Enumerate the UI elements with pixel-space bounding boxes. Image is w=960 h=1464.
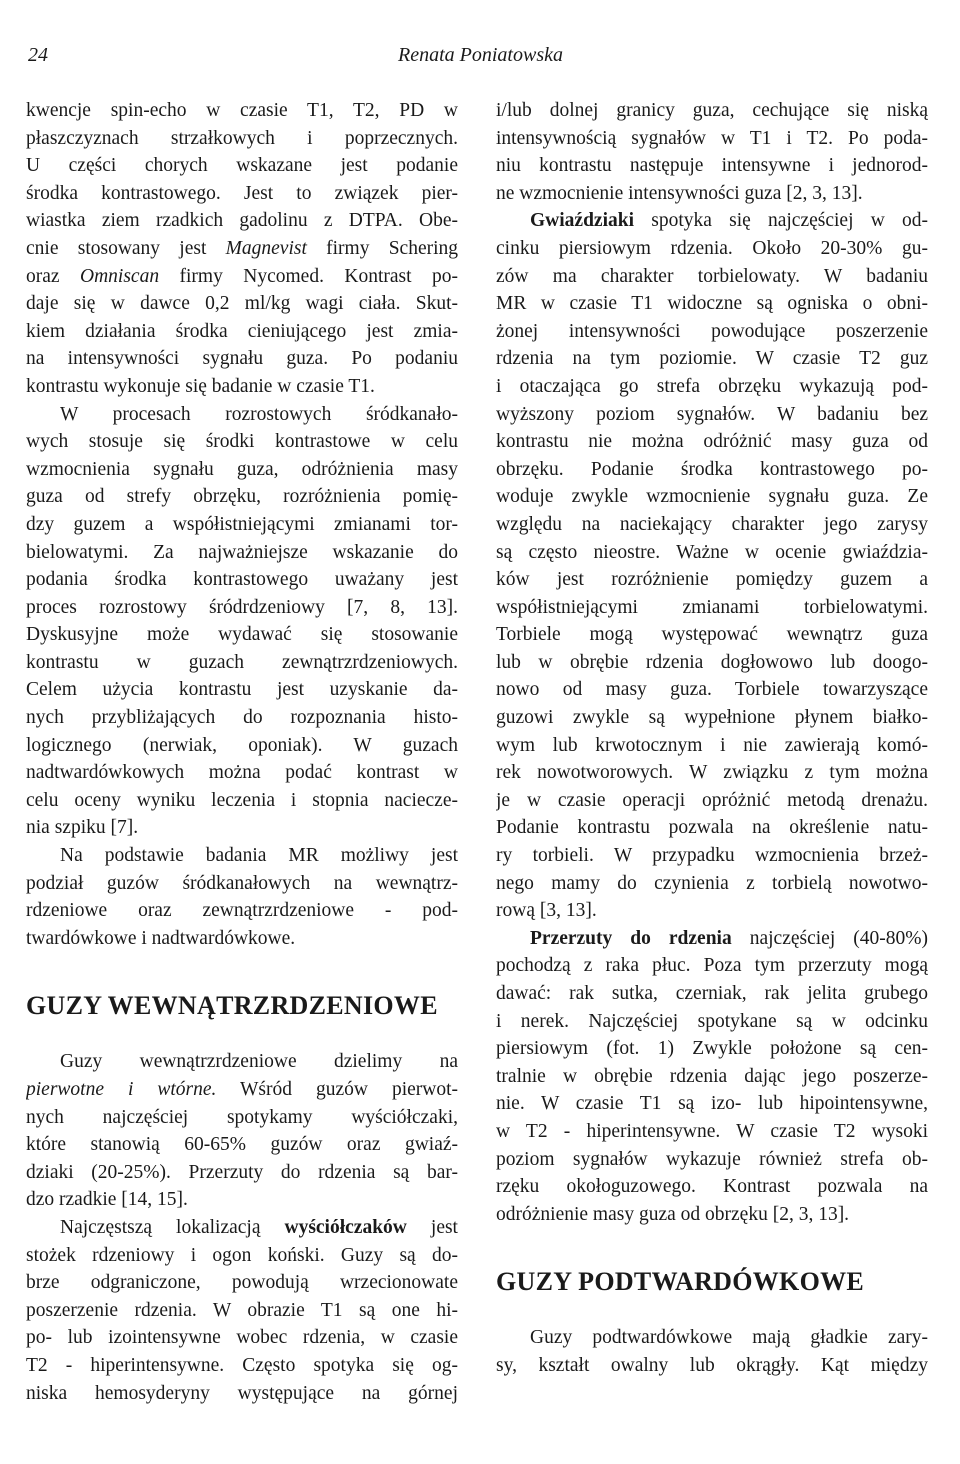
text-line: podania środka kontrastowego uważany jest bbox=[26, 569, 458, 591]
text-line: kontrastu w guzach zewnątrzrdzeniowych. bbox=[26, 651, 458, 673]
text-line bbox=[496, 925, 928, 953]
text-run: najczęściej (40-80%) bbox=[731, 927, 928, 949]
text-line: nia szpiku [7]. bbox=[26, 817, 139, 839]
text-line: ne wzmocnienie intensywności guza [2, 3, 13]. bbox=[496, 182, 863, 204]
paragraph-classification bbox=[26, 842, 458, 952]
text-line: T2 - hiperintensywne. Często spotyka się og- bbox=[26, 1354, 458, 1376]
paragraph-astrocytoma bbox=[496, 207, 928, 924]
text-line: kontrastu wykonuje się badanie w czasie T1. bbox=[26, 375, 375, 397]
text-line bbox=[26, 263, 458, 291]
section-heading-subdural: GUZY PODTWARDÓWKOWE bbox=[496, 1267, 865, 1297]
bold-term: Gwiaździaki bbox=[530, 210, 635, 232]
text-line: dawać: rak sutka, czerniak, rak jelita grubego bbox=[496, 983, 928, 1004]
running-title: Renata Poniatowska bbox=[398, 44, 563, 66]
text-line: nowo od masy guza. Torbiele towarzyszące bbox=[496, 679, 928, 701]
text-line: sy, kształt owalny lub okrągły. Kąt między bbox=[496, 1354, 928, 1376]
text-line: podział guzów śródkanałowych na wewnątrz- bbox=[26, 872, 458, 894]
text-line: logicznego (nerwiak, oponiak). W guzach bbox=[26, 734, 458, 756]
text-line: Guzy podtwardówkowe mają gładkie zary- bbox=[530, 1327, 928, 1349]
text-line: niu kontrastu następuje intensywne i jednorod- bbox=[496, 155, 928, 177]
text-line: które stanowią 60-65% guzów oraz gwiaź- bbox=[26, 1134, 458, 1156]
text-line: kwencje spin-echo w czasie T1, T2, PD w bbox=[26, 100, 458, 121]
product-name-magnevist: Magnevist bbox=[225, 237, 307, 259]
text-line: w T2 - hiperintensywne. W czasie T2 wysoki bbox=[496, 1120, 928, 1142]
text-line bbox=[26, 235, 458, 263]
page-header bbox=[0, 44, 960, 74]
text-line: bielowatymi. Za najważniejsze wskazanie do bbox=[26, 541, 458, 563]
text-run: spotyka się najczęściej w od- bbox=[634, 210, 928, 232]
text-line: nych najczęściej spotykamy wyściółczaki, bbox=[26, 1106, 458, 1128]
text-line bbox=[26, 1214, 458, 1242]
text-line: wiastka ziem rzadkich gadolinu z DTPA. Obe- bbox=[26, 210, 458, 232]
text-line: intensywnością sygnałów w T1 i T2. Po poda- bbox=[496, 127, 928, 149]
text-line: ry torbieli. W przypadku wzmocnienia brzeż- bbox=[496, 845, 928, 867]
text-line: Na podstawie badania MR możliwy jest bbox=[60, 845, 458, 867]
text-line: nych przybliżających do rozpoznania histo- bbox=[26, 707, 458, 729]
text-line: rek nowotworowych. W związku z tym można bbox=[496, 762, 928, 784]
right-column bbox=[496, 97, 928, 1380]
text-run: firmy Nycomed. Kontrast po- bbox=[159, 265, 458, 287]
text-line: U części chorych wskazane jest podanie bbox=[26, 155, 458, 177]
left-column bbox=[26, 97, 458, 1407]
text-line: nie. W czasie T1 są izo- lub hipointensywne, bbox=[496, 1093, 928, 1115]
text-line: brze odgraniczone, powodują wrzecionowate bbox=[26, 1272, 458, 1294]
text-line: dzy guzem a współistniejącymi zmianami tor- bbox=[26, 513, 458, 535]
text-line: wzmocnienia sygnału guza, odróżnienia masy bbox=[26, 458, 458, 480]
text-line: obrzęku. Podanie środka kontrastowego po- bbox=[496, 458, 928, 480]
text-line: odróżnienie masy guza od obrzęku [2, 3, 13]. bbox=[496, 1203, 850, 1225]
text-line: i/lub dolnej granicy guza, cechujące się niską bbox=[496, 100, 928, 121]
text-line: nego mamy do czynienia z torbielą nowotwo- bbox=[496, 872, 928, 894]
text-line: wych stosuje się środki kontrastowe w celu bbox=[26, 431, 458, 453]
italic-term: pierwotne i wtórne. bbox=[26, 1079, 217, 1100]
text-line: tralnie w obrębie rdzenia dając jego poszerze- bbox=[496, 1065, 928, 1087]
text-line: twardówkowe i nadtwardówkowe. bbox=[26, 927, 296, 949]
page-number: 24 bbox=[28, 44, 48, 66]
text-line: środka kontrastowego. Jest to związek pier- bbox=[26, 182, 458, 204]
text-line: i nerek. Najczęściej spotykane są w odcinku bbox=[496, 1010, 928, 1032]
text-line: współistniejącymi zmianami torbielowatymi. bbox=[496, 596, 928, 618]
text-line: poziom sygnałów wykazuje również strefa ob- bbox=[496, 1148, 928, 1170]
text-line: dzo rzadkie [14, 15]. bbox=[26, 1189, 188, 1211]
text-line: stożek rdzeniowy i ogon koński. Guzy są do- bbox=[26, 1244, 458, 1266]
text-line: rdzenia na tym poziomie. W czasie T2 guz bbox=[496, 348, 928, 370]
text-line: zów ma charakter torbielowaty. W badaniu bbox=[496, 265, 928, 287]
text-line: nadtwardówkowych można podać kontrast w bbox=[26, 762, 458, 784]
bold-term: wyściółczaków bbox=[284, 1216, 407, 1238]
text-line: Dyskusyjne może wydawać się stosowanie bbox=[26, 624, 458, 646]
paragraph-metastases bbox=[496, 925, 928, 1229]
text-line: Guzy wewnątrzrdzeniowe dzielimy na bbox=[60, 1051, 458, 1073]
text-line: żonej intensywności powodujące poszerzenie bbox=[496, 320, 928, 342]
paragraph-intramedullary bbox=[26, 1048, 458, 1214]
text-line: wyższony poziom sygnałów. W badaniu bez bbox=[496, 403, 928, 425]
text-run: cnie stosowany jest bbox=[26, 237, 226, 259]
text-line: wym lub krwotocznym i nie zawierają komó- bbox=[496, 734, 928, 756]
text-line: niska hemosyderyny występujące na górnej bbox=[26, 1382, 458, 1404]
paragraph-hemosiderin-cont bbox=[496, 97, 928, 207]
text-line: guzowi zwykle są wypełnione płynem białko- bbox=[496, 707, 928, 729]
text-line: rdzeniowe oraz zewnątrzrdzeniowe - pod- bbox=[26, 900, 458, 922]
paragraph-subdural bbox=[496, 1324, 928, 1379]
text-line: Podanie kontrastu pozwala na określenie natu- bbox=[496, 817, 928, 839]
text-line: płaszczyznach strzałkowych i poprzecznych. bbox=[26, 127, 458, 149]
text-run: firmy Schering bbox=[306, 237, 458, 259]
text-line: względu na naciekający charakter jego zarysy bbox=[496, 513, 928, 535]
text-line: po- lub izointensywne wobec rdzenia, w czasie bbox=[26, 1327, 458, 1349]
text-line: je w czasie operacji opróżnić metodą drenażu. bbox=[496, 789, 928, 811]
text-line: rową [3, 13]. bbox=[496, 900, 597, 922]
text-line: dziaki (20-25%). Przerzuty do rdzenia są bar- bbox=[26, 1161, 458, 1183]
text-line: poszerzenie rdzenia. W obrazie T1 są one hi- bbox=[26, 1299, 458, 1321]
text-line: W procesach rozrostowych śródkanało- bbox=[60, 403, 458, 425]
text-line: rzęku okołoguzowego. Kontrast pozwala na bbox=[496, 1176, 928, 1198]
text-line: pochodzą z raka płuc. Poza tym przerzuty mogą bbox=[496, 955, 928, 977]
text-line: i otaczająca go strefa obrzęku wykazują pod- bbox=[496, 375, 928, 397]
text-run: jest bbox=[406, 1216, 458, 1238]
paragraph-intracanal bbox=[26, 401, 458, 843]
text-line bbox=[496, 207, 928, 235]
text-run: oraz bbox=[26, 265, 80, 287]
text-line: Celem użycia kontrastu jest uzyskanie da- bbox=[26, 679, 458, 701]
paragraph-ependymoma bbox=[26, 1214, 458, 1407]
text-line: proces rozrostowy śródrdzeniowy [7, 8, 13]. bbox=[26, 596, 458, 618]
text-line: piersiowym (fot. 1) Zwykle położone są cen- bbox=[496, 1038, 928, 1060]
text-run: Wśród guzów pierwot- bbox=[216, 1079, 458, 1100]
text-run: Najczęstszą lokalizacją bbox=[60, 1216, 285, 1238]
paragraph-contrast-intro bbox=[26, 97, 458, 401]
text-line: są często nieostre. Ważne w ocenie gwiaździa- bbox=[496, 541, 928, 563]
text-line: cinku piersiowym rdzenia. Około 20-30% gu- bbox=[496, 237, 928, 259]
text-line: kontrastu nie można odróżnić masy guza od bbox=[496, 431, 928, 453]
text-line bbox=[26, 1076, 458, 1104]
text-line: woduje zwykle wzmocnienie sygnału guza. Ze bbox=[496, 486, 928, 508]
text-line: lub w obrębie rdzenia dogłowowo lub doogo- bbox=[496, 651, 928, 673]
text-line: ków jest rozróżnienie pomiędzy guzem a bbox=[496, 569, 928, 591]
text-line: MR w czasie T1 widoczne są ogniska o obni- bbox=[496, 293, 928, 315]
text-line: kiem działania środka cieniującego jest zmia- bbox=[26, 320, 458, 342]
text-line: na intensywności sygnału guza. Po podaniu bbox=[26, 348, 458, 370]
bold-term: Przerzuty do rdzenia bbox=[530, 927, 732, 949]
product-name-omniscan: Omniscan bbox=[80, 265, 160, 287]
text-line: guza od strefy obrzęku, rozróżnienia pomię- bbox=[26, 486, 458, 508]
text-line: Torbiele mogą występować wewnątrz guza bbox=[496, 624, 928, 646]
section-heading-intramedullary: GUZY WEWNĄTRZRDZENIOWE bbox=[26, 991, 438, 1021]
text-line: celu oceny wyniku leczenia i stopnia naciecze- bbox=[26, 789, 458, 811]
text-line: daje się w dawce 0,2 ml/kg wagi ciała. Skut- bbox=[26, 293, 458, 315]
